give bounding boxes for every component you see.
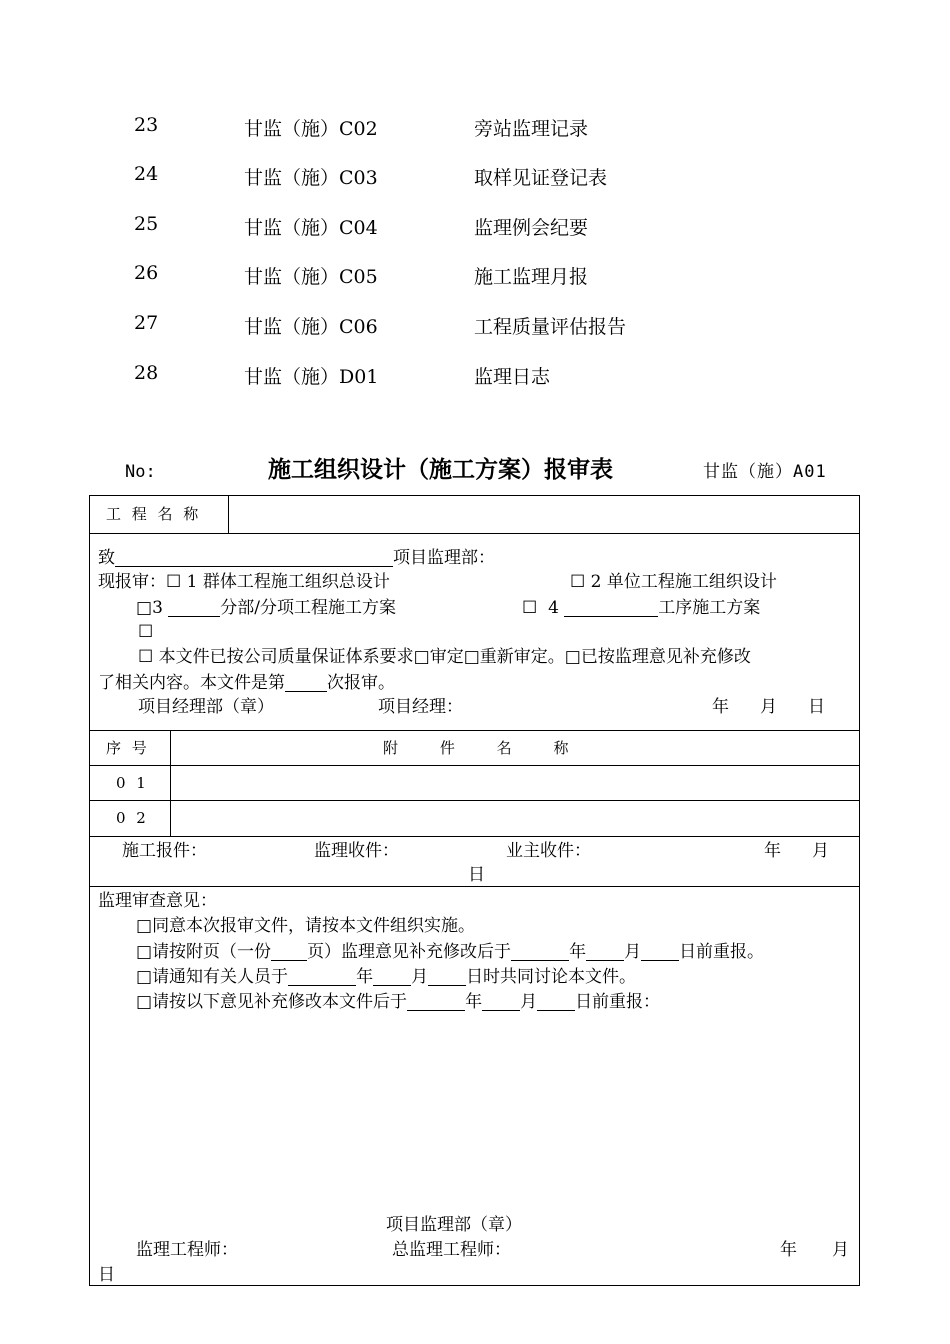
item-number: 23 (134, 114, 159, 136)
row-divider (90, 730, 859, 731)
option3-blank[interactable] (168, 599, 220, 617)
revised-label: 已按监理意见补充修改 (580, 647, 751, 667)
opinion2-day-blank[interactable] (641, 943, 679, 961)
list-item (0, 163, 950, 187)
opinion3-day-blank[interactable] (428, 968, 466, 986)
chief-engineer-label: 总监理工程师： (392, 1240, 511, 1260)
item-name: 施工监理月报 (474, 266, 589, 288)
sign-day: 日 (98, 1265, 115, 1285)
opinion4-month: 月 (520, 992, 538, 1012)
row-divider (90, 800, 859, 801)
opinion2-pages-blank[interactable] (271, 943, 307, 961)
option4-checkbox[interactable]: ☐ (522, 598, 538, 618)
option4-prefix: 4 (548, 598, 559, 618)
opinion-line-1 (136, 918, 475, 935)
item-code: 甘监（施）C06 (244, 316, 378, 338)
item-code: 甘监（施）C02 (244, 118, 378, 140)
opinion2-month: 月 (624, 942, 642, 962)
opinion2-text-c: 日前重报。 (679, 942, 765, 962)
opinion3-text-a: 请通知有关人员于 (152, 967, 289, 987)
to-suffix: 项目监理部： (393, 548, 495, 568)
item-number: 26 (134, 262, 159, 284)
item-code: 甘监（施）C05 (244, 266, 378, 288)
opinion2-text-b: 页）监理意见补充修改后于 (307, 942, 512, 962)
quality-text: 本文件已按公司质量保证体系要求 (158, 647, 414, 667)
opinion4-text-b: 日前重报： (575, 992, 661, 1012)
sign-month: 月 (832, 1240, 849, 1260)
supervision-dept-seal: 项目监理部（章） (386, 1215, 522, 1235)
option1-checkbox[interactable]: ☐ (166, 572, 182, 592)
option4-suffix: 工序施工方案 (658, 598, 761, 618)
item-name: 旁站监理记录 (474, 118, 589, 140)
submit-line-2b (522, 599, 760, 617)
quality-checkbox[interactable]: ☐ (138, 647, 154, 667)
owner-received-label: 业主收件： (506, 841, 591, 861)
opinion1-text: 同意本次报审文件，请按本文件组织实施。 (152, 916, 476, 936)
submit-line-1 (98, 574, 390, 591)
sign-year: 年 (780, 1240, 797, 1260)
opinion2-month-blank[interactable] (586, 943, 624, 961)
engineer-label: 监理工程师： (136, 1240, 238, 1260)
receipt-year: 年 (764, 841, 781, 861)
supervision-received-label: 监理收件： (314, 841, 399, 861)
row-divider (90, 533, 859, 534)
item-number: 25 (134, 213, 159, 235)
opinion-line-2 (136, 943, 764, 961)
item-number: 28 (134, 362, 159, 384)
opinion2-year-blank[interactable] (511, 943, 569, 961)
item-name: 监理日志 (474, 366, 551, 388)
opinion2-checkbox[interactable]: □ (136, 942, 153, 962)
opinion4-month-blank[interactable] (482, 993, 520, 1011)
approval-form (89, 495, 860, 1286)
row-divider (90, 886, 859, 887)
pm-month: 月 (760, 697, 777, 717)
attachment-row-no: 0 2 (116, 809, 149, 827)
opinion3-checkbox[interactable]: □ (136, 967, 153, 987)
form-number-label: No: (125, 462, 156, 482)
opinion3-month: 月 (411, 967, 429, 987)
opinion3-year-blank[interactable] (288, 968, 356, 986)
pm-day: 日 (808, 697, 825, 717)
quality-line (138, 649, 751, 666)
column-divider (170, 730, 171, 836)
option5-checkbox[interactable]: ☐ (138, 622, 154, 642)
pm-year: 年 (712, 697, 729, 717)
list-item (0, 362, 950, 386)
opinion4-checkbox[interactable]: □ (136, 992, 153, 1012)
addressee-blank[interactable] (115, 549, 393, 567)
option4-blank[interactable] (564, 599, 658, 617)
re-reviewed-checkbox[interactable]: □ (463, 647, 480, 667)
re-reviewed-label: 重新审定。 (479, 647, 565, 667)
item-code: 甘监（施）C04 (244, 217, 378, 239)
list-item (0, 262, 950, 286)
attachment-name-header: 附 件 名 称 (383, 739, 572, 757)
list-item (0, 213, 950, 237)
construction-received-label: 施工报件： (122, 841, 207, 861)
opinion1-checkbox[interactable]: □ (136, 916, 153, 936)
opinion4-year: 年 (465, 992, 483, 1012)
opinion3-text-b: 日时共同讨论本文件。 (466, 967, 637, 987)
form-title: 施工组织设计（施工方案）报审表 (268, 457, 613, 483)
opinion-label: 监理审查意见： (98, 891, 217, 911)
option3-checkbox[interactable]: □ (136, 598, 153, 618)
list-item (0, 312, 950, 336)
option1-label: 1 群体工程施工组织总设计 (186, 572, 390, 592)
item-name: 工程质量评估报告 (474, 316, 627, 338)
pm-label: 项目经理： (378, 697, 463, 717)
attachment-row-no: 0 1 (116, 774, 149, 792)
item-code: 甘监（施）D01 (244, 366, 379, 388)
reviewed-checkbox[interactable]: □ (413, 647, 430, 667)
list-item (0, 114, 950, 138)
option2-label: 2 单位工程施工组织设计 (590, 572, 777, 592)
form-code: 甘监（施）A01 (703, 462, 827, 482)
pm-dept-seal: 项目经理部（章） (138, 697, 274, 717)
item-code: 甘监（施）C03 (244, 167, 378, 189)
receipt-month: 月 (812, 841, 829, 861)
option2-checkbox[interactable]: ☐ (570, 572, 586, 592)
item-number: 24 (134, 163, 159, 185)
row-divider (90, 765, 859, 766)
quality-text-2: 了相关内容。本文件是第 (98, 673, 285, 693)
opinion-line-3 (136, 968, 636, 986)
addressee-line (98, 549, 495, 567)
option3-prefix: 3 (152, 598, 163, 618)
to-prefix: 致 (98, 548, 115, 568)
item-name: 监理例会纪要 (474, 217, 589, 239)
row-divider (90, 836, 859, 837)
attachment-no-header: 序 号 (106, 739, 150, 757)
opinion4-year-blank[interactable] (407, 993, 465, 1011)
opinion-line-4 (136, 993, 660, 1011)
option3-suffix: 分部/分项工程施工方案 (220, 598, 397, 618)
project-name-label: 工 程 名 称 (106, 505, 202, 523)
receipt-day: 日 (468, 865, 485, 885)
submit-label: 现报审： (98, 572, 166, 592)
submission-count-blank[interactable] (285, 674, 327, 692)
submit-line-1b (570, 574, 777, 591)
opinion2-text-a: 请按附页（一份 (152, 942, 272, 962)
item-number: 27 (134, 312, 159, 334)
column-divider (228, 496, 229, 533)
opinion4-text-a: 请按以下意见补充修改本文件后于 (152, 992, 408, 1012)
reviewed-label: 审定 (429, 647, 464, 667)
opinion3-month-blank[interactable] (373, 968, 411, 986)
opinion4-day-blank[interactable] (537, 993, 575, 1011)
opinion3-year: 年 (356, 967, 374, 987)
opinion2-year: 年 (569, 942, 587, 962)
revised-checkbox[interactable]: □ (564, 647, 581, 667)
times-text: 次报审。 (327, 673, 395, 693)
submit-line-2 (136, 599, 396, 617)
quality-line-2 (98, 674, 395, 692)
item-name: 取样见证登记表 (474, 167, 608, 189)
